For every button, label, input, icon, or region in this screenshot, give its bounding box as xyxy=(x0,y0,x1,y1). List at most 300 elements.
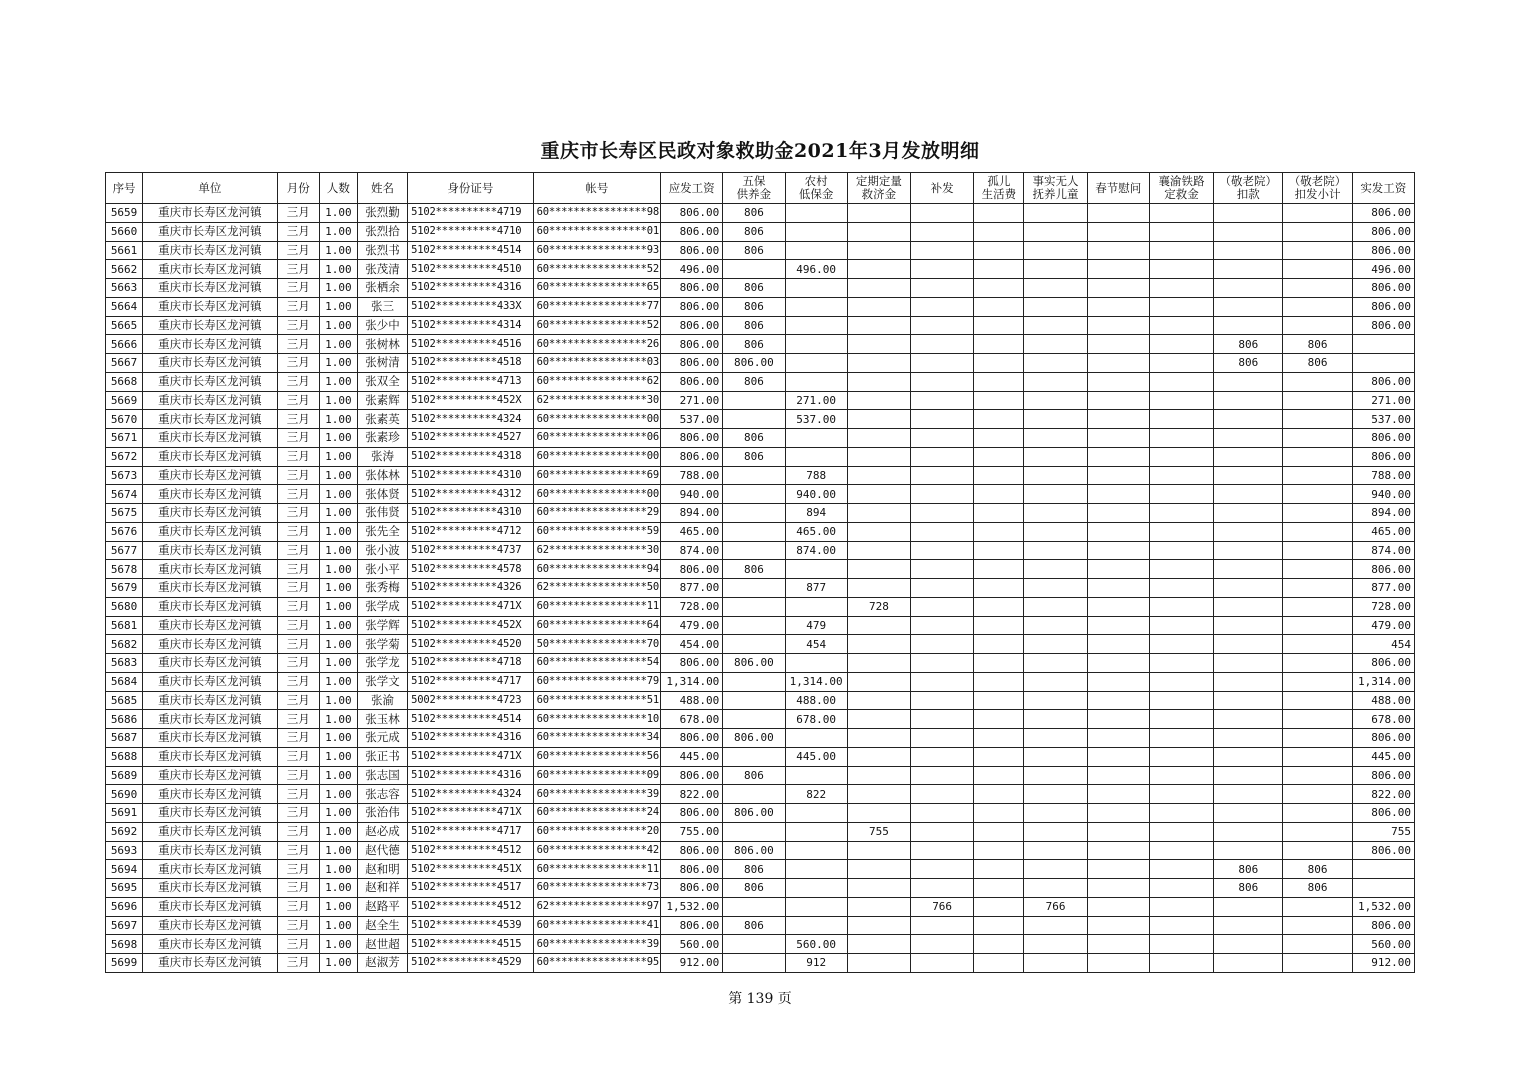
table-cell xyxy=(1283,204,1352,223)
table-cell xyxy=(1087,897,1149,916)
table-cell xyxy=(1024,747,1087,766)
table-cell xyxy=(1214,954,1283,973)
table-cell xyxy=(1149,391,1213,410)
table-cell xyxy=(847,260,910,279)
table-cell: 重庆市长寿区龙河镇 xyxy=(143,204,278,223)
table-cell xyxy=(1283,372,1352,391)
table-cell xyxy=(911,879,974,898)
table-cell xyxy=(785,204,847,223)
table-cell xyxy=(785,729,847,748)
table-cell xyxy=(1087,691,1149,710)
table-cell: 5670 xyxy=(106,410,143,429)
table-row xyxy=(106,560,1415,579)
table-cell xyxy=(847,204,910,223)
table-cell: 1.00 xyxy=(319,691,357,710)
table-cell: 5686 xyxy=(106,710,143,729)
column-header: 应发工资 xyxy=(661,173,723,204)
table-cell xyxy=(911,372,974,391)
table-cell xyxy=(723,822,785,841)
table-cell: 1.00 xyxy=(319,279,357,298)
table-cell xyxy=(1024,635,1087,654)
table-cell xyxy=(1149,935,1213,954)
table-cell: 5102**********4520 xyxy=(408,635,533,654)
table-cell xyxy=(1149,204,1213,223)
table-cell: 806.00 xyxy=(661,316,723,335)
table-cell xyxy=(974,729,1024,748)
table-cell xyxy=(911,466,974,485)
table-cell: 877.00 xyxy=(1352,579,1414,598)
table-cell: 445.00 xyxy=(1352,747,1414,766)
table-cell: 张树林 xyxy=(357,335,407,354)
table-cell xyxy=(723,597,785,616)
table-cell: 张烈拾 xyxy=(357,222,407,241)
table-cell xyxy=(1087,391,1149,410)
table-cell xyxy=(1087,447,1149,466)
table-cell xyxy=(1149,954,1213,973)
table-cell: 三月 xyxy=(277,672,319,691)
table-cell: 806.00 xyxy=(1352,654,1414,673)
table-cell: 5102**********4310 xyxy=(408,466,533,485)
table-cell xyxy=(1024,597,1087,616)
table-cell xyxy=(911,297,974,316)
table-cell: 赵全生 xyxy=(357,916,407,935)
table-cell xyxy=(911,785,974,804)
table-cell xyxy=(1024,916,1087,935)
table-cell xyxy=(1283,504,1352,523)
table-cell: 1,314.00 xyxy=(1352,672,1414,691)
table-row xyxy=(106,466,1415,485)
table-cell: 赵代德 xyxy=(357,841,407,860)
table-cell: 806 xyxy=(723,335,785,354)
table-cell: 806.00 xyxy=(661,447,723,466)
table-cell xyxy=(1283,579,1352,598)
table-row xyxy=(106,222,1415,241)
table-cell xyxy=(1214,916,1283,935)
table-cell: 5677 xyxy=(106,541,143,560)
table-cell: 重庆市长寿区龙河镇 xyxy=(143,710,278,729)
table-cell: 940.00 xyxy=(785,485,847,504)
table-cell xyxy=(1024,841,1087,860)
table-cell: 1,314.00 xyxy=(661,672,723,691)
table-cell: 806 xyxy=(723,241,785,260)
table-cell xyxy=(847,222,910,241)
table-cell xyxy=(1024,372,1087,391)
table-cell: 张学文 xyxy=(357,672,407,691)
table-cell xyxy=(974,935,1024,954)
table-cell xyxy=(847,672,910,691)
table-cell xyxy=(1214,279,1283,298)
table-cell xyxy=(974,672,1024,691)
table-cell: 60****************42 xyxy=(533,841,660,860)
table-cell xyxy=(1087,279,1149,298)
table-cell: 766 xyxy=(1024,897,1087,916)
table-cell: 三月 xyxy=(277,316,319,335)
table-cell: 三月 xyxy=(277,729,319,748)
table-cell: 60****************98 xyxy=(533,204,660,223)
table-cell: 5668 xyxy=(106,372,143,391)
table-cell xyxy=(1024,279,1087,298)
column-header: 定期定量 救济金 xyxy=(847,173,910,204)
table-cell xyxy=(1149,579,1213,598)
table-cell xyxy=(1214,447,1283,466)
table-cell: 三月 xyxy=(277,410,319,429)
table-cell: 重庆市长寿区龙河镇 xyxy=(143,691,278,710)
table-cell: 5678 xyxy=(106,560,143,579)
table-cell: 5102**********433X xyxy=(408,297,533,316)
table-cell: 60****************95 xyxy=(533,954,660,973)
table-cell xyxy=(974,316,1024,335)
column-header: 实发工资 xyxy=(1352,173,1414,204)
table-cell xyxy=(1149,485,1213,504)
table-cell xyxy=(1149,447,1213,466)
table-cell xyxy=(1352,879,1414,898)
table-cell: 60****************52 xyxy=(533,260,660,279)
table-cell xyxy=(1024,222,1087,241)
table-cell: 三月 xyxy=(277,916,319,935)
table-cell: 1.00 xyxy=(319,954,357,973)
table-cell xyxy=(723,541,785,560)
table-cell xyxy=(1024,204,1087,223)
table-row xyxy=(106,672,1415,691)
table-cell xyxy=(847,916,910,935)
table-cell xyxy=(1283,747,1352,766)
table-cell xyxy=(847,635,910,654)
table-cell: 张小平 xyxy=(357,560,407,579)
table-cell: 60****************03 xyxy=(533,354,660,373)
table-cell xyxy=(723,485,785,504)
table-cell: 张素英 xyxy=(357,410,407,429)
table-cell: 三月 xyxy=(277,579,319,598)
table-row xyxy=(106,297,1415,316)
table-cell xyxy=(1283,522,1352,541)
table-cell xyxy=(1283,822,1352,841)
table-cell: 1.00 xyxy=(319,822,357,841)
table-cell: 重庆市长寿区龙河镇 xyxy=(143,935,278,954)
table-cell xyxy=(1149,654,1213,673)
table-cell xyxy=(974,541,1024,560)
table-cell xyxy=(911,335,974,354)
table-row xyxy=(106,747,1415,766)
table-cell: 271.00 xyxy=(661,391,723,410)
table-cell: 5102**********451X xyxy=(408,860,533,879)
table-cell xyxy=(1087,766,1149,785)
table-cell: 5672 xyxy=(106,447,143,466)
table-cell xyxy=(847,935,910,954)
table-cell xyxy=(1087,935,1149,954)
table-cell: 1.00 xyxy=(319,204,357,223)
table-row xyxy=(106,916,1415,935)
table-cell: 806.00 xyxy=(661,297,723,316)
table-cell: 三月 xyxy=(277,522,319,541)
table-cell xyxy=(785,279,847,298)
table-cell xyxy=(785,822,847,841)
table-cell: 重庆市长寿区龙河镇 xyxy=(143,391,278,410)
table-cell: 5102**********4719 xyxy=(408,204,533,223)
table-cell: 1.00 xyxy=(319,897,357,916)
table-cell xyxy=(974,372,1024,391)
table-cell xyxy=(911,504,974,523)
table-cell: 三月 xyxy=(277,260,319,279)
table-cell: 张栖余 xyxy=(357,279,407,298)
table-row xyxy=(106,597,1415,616)
table-cell: 60****************39 xyxy=(533,935,660,954)
table-row xyxy=(106,504,1415,523)
table-cell: 1,314.00 xyxy=(785,672,847,691)
table-cell: 5102**********4310 xyxy=(408,504,533,523)
table-cell xyxy=(974,335,1024,354)
table-cell xyxy=(847,616,910,635)
table-cell xyxy=(974,841,1024,860)
table-cell xyxy=(1024,485,1087,504)
table-cell: 5102**********4516 xyxy=(408,335,533,354)
table-cell: 5675 xyxy=(106,504,143,523)
table-cell xyxy=(785,916,847,935)
table-cell xyxy=(723,466,785,485)
table-cell xyxy=(1283,316,1352,335)
table-cell xyxy=(723,579,785,598)
table-cell: 60****************00 xyxy=(533,410,660,429)
table-cell: 806.00 xyxy=(1352,766,1414,785)
table-cell xyxy=(1024,710,1087,729)
table-cell xyxy=(1283,485,1352,504)
table-row xyxy=(106,785,1415,804)
table-cell: 445.00 xyxy=(661,747,723,766)
table-cell: 重庆市长寿区龙河镇 xyxy=(143,335,278,354)
table-cell: 三月 xyxy=(277,354,319,373)
table-cell xyxy=(1024,504,1087,523)
table-cell: 60****************62 xyxy=(533,372,660,391)
table-cell xyxy=(974,560,1024,579)
table-cell xyxy=(911,841,974,860)
table-cell: 5102**********4512 xyxy=(408,897,533,916)
table-cell: 62****************30 xyxy=(533,391,660,410)
table-cell xyxy=(974,297,1024,316)
table-cell xyxy=(785,429,847,448)
table-cell xyxy=(1214,691,1283,710)
table-cell xyxy=(1283,466,1352,485)
table-cell: 62****************50 xyxy=(533,579,660,598)
table-cell: 1.00 xyxy=(319,504,357,523)
table-cell xyxy=(1214,316,1283,335)
table-cell: 重庆市长寿区龙河镇 xyxy=(143,410,278,429)
table-cell xyxy=(974,766,1024,785)
table-cell xyxy=(1087,410,1149,429)
table-cell: 张志容 xyxy=(357,785,407,804)
table-cell: 5102**********4514 xyxy=(408,710,533,729)
table-cell: 60****************24 xyxy=(533,804,660,823)
table-cell xyxy=(974,879,1024,898)
table-cell: 三月 xyxy=(277,447,319,466)
table-cell xyxy=(1283,804,1352,823)
table-cell: 5699 xyxy=(106,954,143,973)
table-cell: 806.00 xyxy=(1352,204,1414,223)
table-cell xyxy=(1149,841,1213,860)
table-cell xyxy=(1149,766,1213,785)
table-cell: 60****************94 xyxy=(533,560,660,579)
table-cell: 806.00 xyxy=(1352,279,1414,298)
table-cell: 5102**********4326 xyxy=(408,579,533,598)
table-cell: 894.00 xyxy=(1352,504,1414,523)
table-cell xyxy=(1149,822,1213,841)
table-cell xyxy=(847,410,910,429)
table-cell xyxy=(1214,410,1283,429)
table-cell xyxy=(911,766,974,785)
table-row xyxy=(106,935,1415,954)
table-cell: 822 xyxy=(785,785,847,804)
table-cell xyxy=(723,504,785,523)
table-cell: 5664 xyxy=(106,297,143,316)
column-header: 农村 低保金 xyxy=(785,173,847,204)
table-cell: 重庆市长寿区龙河镇 xyxy=(143,297,278,316)
table-cell: 5102**********471X xyxy=(408,804,533,823)
table-cell: 806 xyxy=(723,297,785,316)
table-cell: 三月 xyxy=(277,766,319,785)
table-cell: 1,532.00 xyxy=(661,897,723,916)
table-cell xyxy=(974,354,1024,373)
table-cell: 重庆市长寿区龙河镇 xyxy=(143,485,278,504)
table-cell: 874.00 xyxy=(785,541,847,560)
table-cell xyxy=(911,747,974,766)
table-cell: 重庆市长寿区龙河镇 xyxy=(143,672,278,691)
table-cell: 60****************11 xyxy=(533,860,660,879)
column-header: 序号 xyxy=(106,173,143,204)
table-cell xyxy=(1087,522,1149,541)
table-row xyxy=(106,260,1415,279)
table-cell: 三月 xyxy=(277,485,319,504)
table-cell: 张治伟 xyxy=(357,804,407,823)
table-cell: 重庆市长寿区龙河镇 xyxy=(143,372,278,391)
table-cell: 912.00 xyxy=(1352,954,1414,973)
table-cell xyxy=(1087,635,1149,654)
table-cell xyxy=(1087,579,1149,598)
table-cell: 1.00 xyxy=(319,635,357,654)
table-cell: 重庆市长寿区龙河镇 xyxy=(143,841,278,860)
table-cell: 806 xyxy=(723,447,785,466)
table-cell xyxy=(1283,241,1352,260)
table-cell: 5102**********4312 xyxy=(408,485,533,504)
table-cell xyxy=(911,729,974,748)
table-row xyxy=(106,691,1415,710)
table-cell xyxy=(1214,485,1283,504)
table-cell xyxy=(1087,541,1149,560)
table-cell: 806 xyxy=(1283,879,1352,898)
table-cell xyxy=(1149,804,1213,823)
table-cell: 806 xyxy=(1283,354,1352,373)
table-cell xyxy=(785,372,847,391)
table-cell: 806.00 xyxy=(661,204,723,223)
table-cell xyxy=(1214,391,1283,410)
table-cell xyxy=(1024,447,1087,466)
table-cell: 60****************69 xyxy=(533,466,660,485)
table-cell xyxy=(847,747,910,766)
table-row xyxy=(106,447,1415,466)
table-cell: 60****************00 xyxy=(533,447,660,466)
table-cell: 806 xyxy=(723,766,785,785)
table-cell: 张秀梅 xyxy=(357,579,407,598)
table-cell: 1.00 xyxy=(319,579,357,598)
table-row xyxy=(106,241,1415,260)
table-cell: 张素珍 xyxy=(357,429,407,448)
table-cell: 62****************97 xyxy=(533,897,660,916)
table-cell: 赵和祥 xyxy=(357,879,407,898)
table-cell: 560.00 xyxy=(661,935,723,954)
table-cell: 465.00 xyxy=(661,522,723,541)
table-cell: 806.00 xyxy=(1352,222,1414,241)
table-cell: 806.00 xyxy=(661,860,723,879)
table-cell xyxy=(1283,541,1352,560)
table-cell: 张树清 xyxy=(357,354,407,373)
table-cell xyxy=(1149,260,1213,279)
table-cell: 重庆市长寿区龙河镇 xyxy=(143,916,278,935)
table-cell: 张先全 xyxy=(357,522,407,541)
table-cell xyxy=(785,354,847,373)
table-cell xyxy=(1087,429,1149,448)
table-cell: 60****************41 xyxy=(533,916,660,935)
table-cell: 454 xyxy=(785,635,847,654)
table-cell xyxy=(1283,935,1352,954)
table-cell: 重庆市长寿区龙河镇 xyxy=(143,241,278,260)
table-cell: 60****************00 xyxy=(533,485,660,504)
table-header-row xyxy=(106,173,1415,204)
table-cell: 806.00 xyxy=(1352,841,1414,860)
table-cell: 5102**********4529 xyxy=(408,954,533,973)
table-cell: 赵路平 xyxy=(357,897,407,916)
table-cell: 三月 xyxy=(277,710,319,729)
table-cell xyxy=(723,672,785,691)
table-cell: 5102**********4718 xyxy=(408,654,533,673)
table-cell: 488.00 xyxy=(1352,691,1414,710)
table-cell: 806.00 xyxy=(723,354,785,373)
table-row xyxy=(106,410,1415,429)
table-cell: 5696 xyxy=(106,897,143,916)
table-cell: 1.00 xyxy=(319,766,357,785)
table-cell: 806.00 xyxy=(723,729,785,748)
table-cell: 5669 xyxy=(106,391,143,410)
table-cell: 5671 xyxy=(106,429,143,448)
table-cell: 806.00 xyxy=(661,354,723,373)
table-cell: 重庆市长寿区龙河镇 xyxy=(143,860,278,879)
table-cell xyxy=(1283,222,1352,241)
table-cell xyxy=(911,316,974,335)
table-cell xyxy=(911,222,974,241)
table-cell: 60****************39 xyxy=(533,785,660,804)
table-cell xyxy=(847,372,910,391)
table-cell xyxy=(911,541,974,560)
table-cell xyxy=(1214,260,1283,279)
table-cell xyxy=(1214,466,1283,485)
table-cell xyxy=(974,747,1024,766)
table-cell xyxy=(1087,297,1149,316)
table-cell: 重庆市长寿区龙河镇 xyxy=(143,766,278,785)
table-cell: 806.00 xyxy=(1352,560,1414,579)
table-cell xyxy=(1024,804,1087,823)
table-cell xyxy=(1214,616,1283,635)
table-cell: 1.00 xyxy=(319,485,357,504)
table-row xyxy=(106,391,1415,410)
table-cell xyxy=(974,466,1024,485)
table-cell: 60****************01 xyxy=(533,222,660,241)
table-cell xyxy=(1024,410,1087,429)
page-number: 第 139 页 xyxy=(728,991,792,1007)
table-cell xyxy=(1283,710,1352,729)
table-cell: 806.00 xyxy=(1352,804,1414,823)
table-cell: 5102**********4737 xyxy=(408,541,533,560)
table-cell: 1.00 xyxy=(319,354,357,373)
table-cell xyxy=(1087,860,1149,879)
table-cell xyxy=(1149,916,1213,935)
table-cell: 755.00 xyxy=(661,822,723,841)
table-cell: 三月 xyxy=(277,804,319,823)
